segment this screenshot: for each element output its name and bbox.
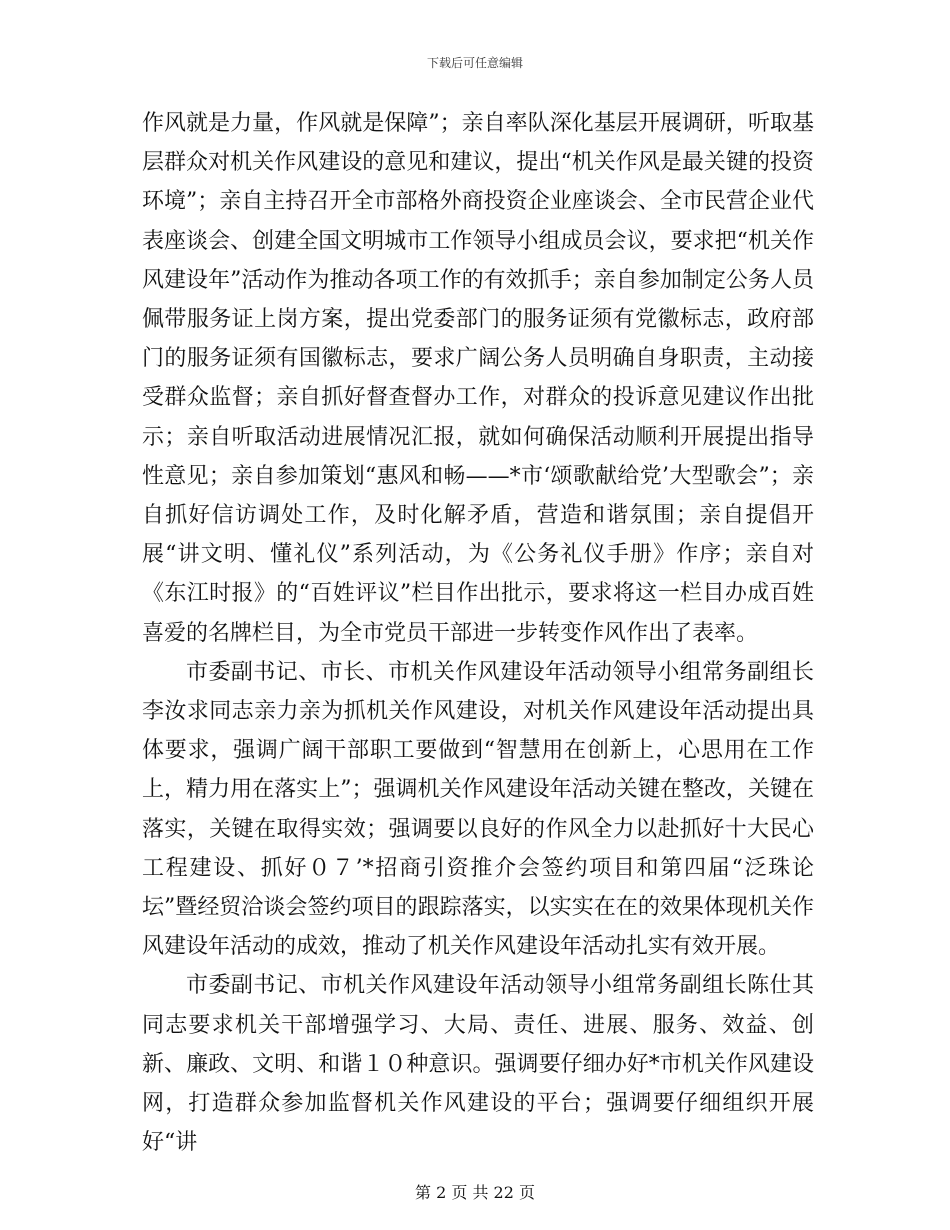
page-header: 下载后可任意编辑 bbox=[426, 56, 523, 70]
document-body bbox=[142, 104, 814, 1162]
paragraph-3: 市委副书记、市机关作风建设年活动领导小组常务副组长陈仕其同志要求机关干部增强学习、大局、责任、进展、服务、效益、创新、廉政、文明、和谐１０种意识。强调要仔细办好*市机关作风建设网，打造群众参加监督机关作风建设的平台；强调要仔细组织开展好“讲 bbox=[142, 973, 814, 1156]
paragraph-1: 作风就是力量，作风就是保障”；亲自率队深化基层开展调研，听取基层群众对机关作风建设的意见和建议，提出“机关作风是最关键的投资环境”；亲自主持召开全市部格外商投资企业座谈会、全市民营企业代表座谈会、创建全国文明城市工作领导小组成员会议，要求把“机关作风建设年”活动作为推动各项工作的有效抓手；亲自参加制定公务人员佩带服务证上岗方案，提出党委部门的服务证须有党徽标志，政府部门的服务证须有国徽标志，要求广阔公务人员明确自身职责，主动接受群众监督；亲自抓好督查督办工作，对群众的投诉意见建议作出批示；亲自听取活动进展情况汇报，就如何确保活动顺利开展提出指导性意见；亲自参加策划“惠风和畅——*市‘颂歌献给党’大型歌会”；亲自抓好信访调处工作，及时化解矛盾，营造和谐氛围；亲自提倡开展“讲文明、懂礼仪”系列活动，为《公务礼仪手册》作序；亲自对《东江时报》的“百姓评议”栏目作出批示，要求将这一栏目办成百姓喜爱的名牌栏目，为全市党员干部进一步转变作风作出了表率。 bbox=[142, 111, 814, 646]
paragraph-2: 市委副书记、市长、市机关作风建设年活动领导小组常务副组长李汝求同志亲力亲为抓机关作风建设，对机关作风建设年活动提出具体要求，强调广阔干部职工要做到“智慧用在创新上，心思用在工作上，精力用在落实上”；强调机关作风建设年活动关键在整改，关键在落实，关键在取得实效；强调要以良好的作风全力以赴抓好十大民心工程建设、抓好０７’*招商引资推介会签约项目和第四届“泛珠论坛”暨经贸洽谈会签约项目的跟踪落实，以实实在在的效果体现机关作风建设年活动的成效，推动了机关作风建设年活动扎实有效开展。 bbox=[142, 659, 814, 960]
page-number: 第 2 页 共 22 页 bbox=[415, 1183, 535, 1202]
